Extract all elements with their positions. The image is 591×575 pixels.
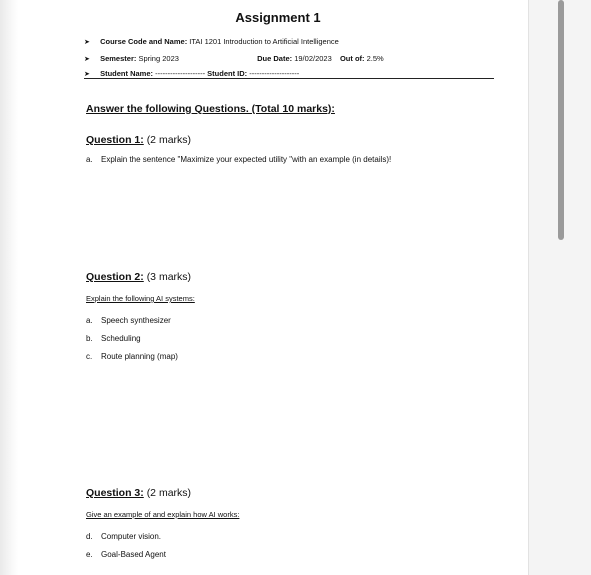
- student-name-field[interactable]: --------------------: [155, 69, 206, 78]
- list-item: d. Computer vision.: [86, 532, 162, 541]
- arrow-bullet-icon: ➤: [84, 39, 90, 46]
- course-info-row: [84, 37, 339, 46]
- list-item: c. Route planning (map): [86, 352, 178, 361]
- document-page: [18, 0, 528, 575]
- arrow-bullet-icon: ➤: [84, 71, 90, 78]
- vertical-scrollbar[interactable]: [528, 0, 591, 575]
- out-of-label: Out of:: [339, 54, 365, 63]
- header-divider: [84, 78, 494, 79]
- question-2-title: [86, 271, 191, 283]
- page-left-shadow: [0, 0, 18, 575]
- semester-label: Semester:: [100, 54, 137, 63]
- out-of-value: 2.5%: [366, 54, 384, 63]
- question-1-title: [86, 134, 191, 146]
- question-2-subtitle: Explain the following AI systems:: [86, 294, 195, 303]
- due-date-value: 19/02/2023: [294, 54, 332, 63]
- question-3-label: Question 3:: [86, 487, 144, 499]
- student-name-label: Student Name:: [100, 69, 154, 78]
- list-item: a. Speech synthesizer: [86, 316, 171, 325]
- course-value: ITAI 1201 Introduction to Artificial Intelligence: [189, 37, 339, 46]
- question-3-title: [86, 487, 191, 499]
- question-3-marks: (2 marks): [146, 487, 192, 499]
- semester-info-row: [84, 54, 384, 63]
- question-2-marks: (3 marks): [146, 271, 192, 283]
- course-label: Course Code and Name:: [100, 37, 188, 46]
- question-1-marks: (2 marks): [146, 134, 192, 146]
- page-title: Assignment 1: [235, 10, 321, 25]
- list-item: e. Goal-Based Agent: [86, 550, 166, 559]
- question-3-subtitle: Give an example of and explain how AI works:: [86, 510, 240, 519]
- student-id-label: Student ID:: [207, 69, 248, 78]
- arrow-bullet-icon: ➤: [84, 56, 90, 63]
- student-id-field[interactable]: --------------------: [249, 69, 300, 78]
- scrollbar-thumb[interactable]: [558, 0, 564, 240]
- instructions-heading: Answer the following Questions. (Total 10 marks):: [86, 103, 335, 115]
- question-2-label: Question 2:: [86, 271, 144, 283]
- due-date-label: Due Date:: [257, 54, 293, 63]
- list-item: b. Scheduling: [86, 334, 141, 343]
- list-item: a. Explain the sentence "Maximize your expected utility "with an example (in details)!: [86, 155, 392, 164]
- question-1-label: Question 1:: [86, 134, 144, 146]
- student-info-row: [84, 69, 299, 78]
- semester-value: Spring 2023: [138, 54, 179, 63]
